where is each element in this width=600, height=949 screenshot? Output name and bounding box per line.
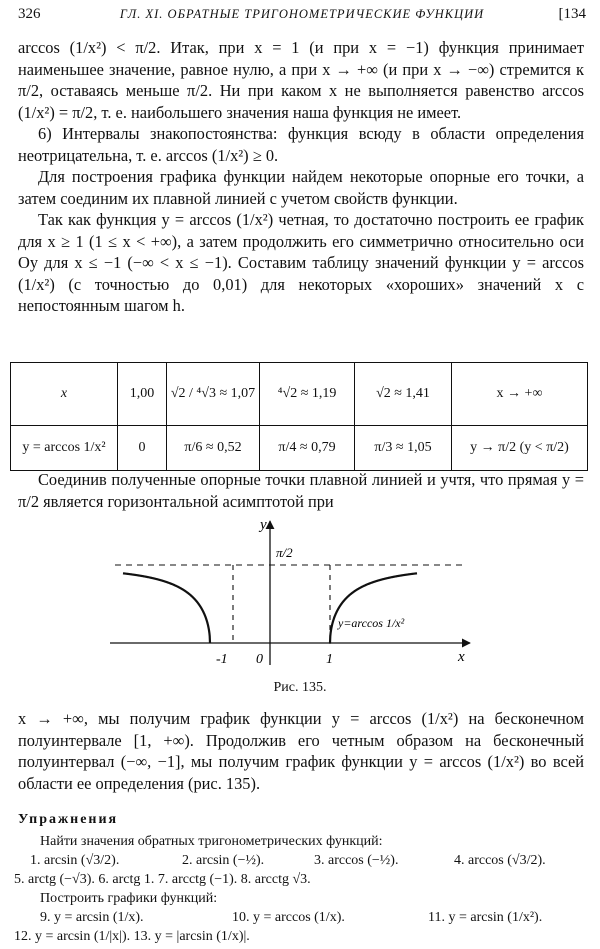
exercise-item: 10. y = arccos (1/x). <box>232 910 345 925</box>
page-header <box>18 6 586 28</box>
figure-caption: Рис. 135. <box>273 680 327 695</box>
exercise-row <box>14 870 590 889</box>
paragraph-4: Так как функция y = arccos (1/x²) четная, то достаточно построить ее график для x ≥ 1 (1 ≤ x < +∞), а затем продолжить его симметрично относительно оси Oy для x ≤ −1 (−∞ < x ≤ −1). Составим таблицу значений функции y = arccos (1/x²) (с точностью до 0,01) для некоторых «хороших» значений x с непостоянным шагом h. <box>18 210 584 315</box>
exercise-item: 3. arccos (−½). <box>314 853 399 868</box>
exercise-item: 4. arccos (√3/2). <box>454 853 546 868</box>
x-axis-label: x <box>458 649 465 665</box>
text-block-top <box>18 37 584 317</box>
table-cell: x <box>11 363 118 426</box>
tick-label-pos: 1 <box>326 652 333 667</box>
exercise-row <box>14 851 590 870</box>
table-cell: √2 / ⁴√3 ≈ 1,07 <box>167 363 260 426</box>
curve-left <box>123 573 210 643</box>
exercise-item: 5. arctg (−√3). 6. arctg 1. 7. arcctg (−1). 8. arcctg √3. <box>14 872 311 887</box>
paragraph-1: arccos (1/x²) < π/2. Итак, при x = 1 (и при x = −1) функция принимает наименьшее значение, равное нулю, а при x → +∞ (и при x → −∞) стремится к π/2, оставаясь меньше π/2. Ни при каком x не выполняется равенство arccos (1/x²) = π/2, т. е. наибольшего значения наша функция не имеет. <box>18 38 584 122</box>
curve-right <box>330 573 417 643</box>
curve-label: y=arccos 1/x² <box>338 616 405 630</box>
running-title: ГЛ. XI. ОБРАТНЫЕ ТРИГОНОМЕТРИЧЕСКИЕ ФУНКЦИИ <box>119 7 485 21</box>
paragraph-5: Соединив полученные опорные точки плавной линией и учтя, что прямая y = π/2 является горизонтальной асимптотой при <box>18 470 584 511</box>
values-table <box>10 362 588 471</box>
table-cell: π/4 ≈ 0,79 <box>260 426 355 471</box>
data-point <box>333 616 335 618</box>
asymptote-label: π/2 <box>276 545 293 560</box>
table-cell: y = arccos 1/x² <box>11 426 118 471</box>
table-cell: ⁴√2 ≈ 1,19 <box>260 363 355 426</box>
exercises-title: Упражнения <box>18 812 119 827</box>
paragraph-6: x → +∞, мы получим график функции y = arccos (1/x²) на бесконечном полуинтервале [1, +∞). Продолжив его четным образом на бесконечный полуинтервал (−∞, −1], мы получим график функции y = arccos (1/x²) во всей области ее определения (рис. 135). <box>18 709 584 793</box>
page-number: 326 <box>18 6 41 22</box>
exercise-row <box>14 832 590 851</box>
exercise-item: 11. y = arcsin (1/x²). <box>428 910 543 925</box>
paragraph-3: Для построения графика функции найдем некоторые опорные его точки, а затем соединим их плавной линией с учетом свойств функции. <box>18 167 584 208</box>
exercise-row <box>14 889 590 908</box>
section-number: [134 <box>558 6 586 22</box>
exercise-item: 12. y = arcsin (1/|x|). 13. y = |arcsin (1/x)|. <box>14 929 250 944</box>
data-point <box>354 590 356 592</box>
exercise-item: 2. arcsin (−½). <box>182 853 265 868</box>
table-row-y <box>11 426 588 471</box>
table-cell: π/3 ≈ 1,05 <box>355 426 452 471</box>
table-cell: x → +∞ <box>452 363 588 426</box>
paragraph-2: 6) Интервалы знакопостоянства: функция всюду в области определения неотрицательна, т. е. arccos (1/x²) ≥ 0. <box>18 124 584 165</box>
table-row-x <box>11 363 588 426</box>
data-point <box>329 642 331 644</box>
exercises-block <box>14 832 590 946</box>
table-cell: 1,00 <box>118 363 167 426</box>
table-cell: 0 <box>118 426 167 471</box>
exercise-item: 1. arcsin (√3/2). <box>30 853 120 868</box>
tick-label-neg: -1 <box>216 652 228 667</box>
y-axis-label: y <box>260 517 267 533</box>
exercise-row <box>14 927 590 946</box>
origin-label: 0 <box>256 652 263 667</box>
exercise-plot-intro: Построить графики функций: <box>40 891 218 906</box>
exercise-row <box>14 908 590 927</box>
exercise-item: 9. y = arcsin (1/x). <box>40 910 144 925</box>
exercise-intro: Найти значения обратных тригонометрических функций: <box>40 834 383 849</box>
table-cell: π/6 ≈ 0,52 <box>167 426 260 471</box>
table-cell: y → π/2 (y < π/2) <box>452 426 588 471</box>
table-cell: √2 ≈ 1,41 <box>355 363 452 426</box>
function-graph <box>110 515 490 675</box>
data-point <box>341 603 343 605</box>
